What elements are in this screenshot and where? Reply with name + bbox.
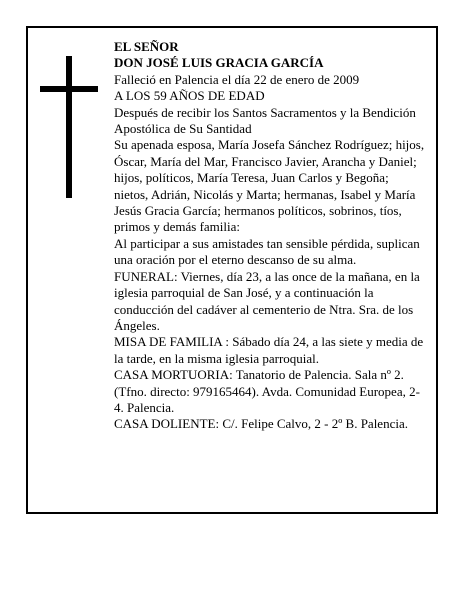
mortuary-paragraph: CASA MORTUORIA: Tanatorio de Palencia. Sala nº 2. [114,367,404,383]
deceased-name: DON JOSÉ LUIS GRACIA GARCÍA [114,55,324,71]
death-date-line: Falleció en Palencia el día 22 de enero de 2009 [114,71,360,87]
funeral-paragraph: FUNERAL: Viernes, día 23, a las once de la mañana, en la iglesia parroquial de San José, y a continuación la conducción del cadáver al cementerio de Ntra. Sra. de los Ángeles. [114,268,420,333]
mortuary-contact-paragraph: (Tfno. directo: 979165464). Avda. Comunidad Europea, 2-4. Palencia. [114,383,420,415]
cross-vertical-bar [66,56,72,198]
family-paragraph: Su apenada esposa, María Josefa Sánchez Rodríguez; hijos, Óscar, María del Mar, Francisco Javier, Arancha y Daniel; hijos, políticos, María Teresa, Juan Carlos y Begoña; nietos, Adrián, Nicolás y Marta; hermanas, Isabel y María Jesús Gracia García; hermanos políticos, sobrinos, tíos, primos y demás familia: [114,137,425,235]
cross-horizontal-bar [40,86,98,92]
age-line: A LOS 59 AÑOS DE EDAD [114,88,265,104]
sacraments-paragraph: Después de recibir los Santos Sacramentos y la Bendición Apostólica de Su Santidad [114,104,416,137]
obituary-text [114,39,426,433]
heading-title: EL SEÑOR [114,39,179,54]
cross-icon [40,56,98,198]
family-mass-paragraph: MISA DE FAMILIA : Sábado día 24, a las siete y media de la tarde, en la misma iglesia parroquial. [114,334,424,366]
prayer-request-paragraph: Al participar a sus amistades tan sensible pérdida, suplican una oración por el eterno descanso de su alma. [114,235,420,268]
obituary-notice [26,26,438,514]
mourning-house-paragraph: CASA DOLIENTE: C/. Felipe Calvo, 2 - 2º B. Palencia. [114,416,408,432]
